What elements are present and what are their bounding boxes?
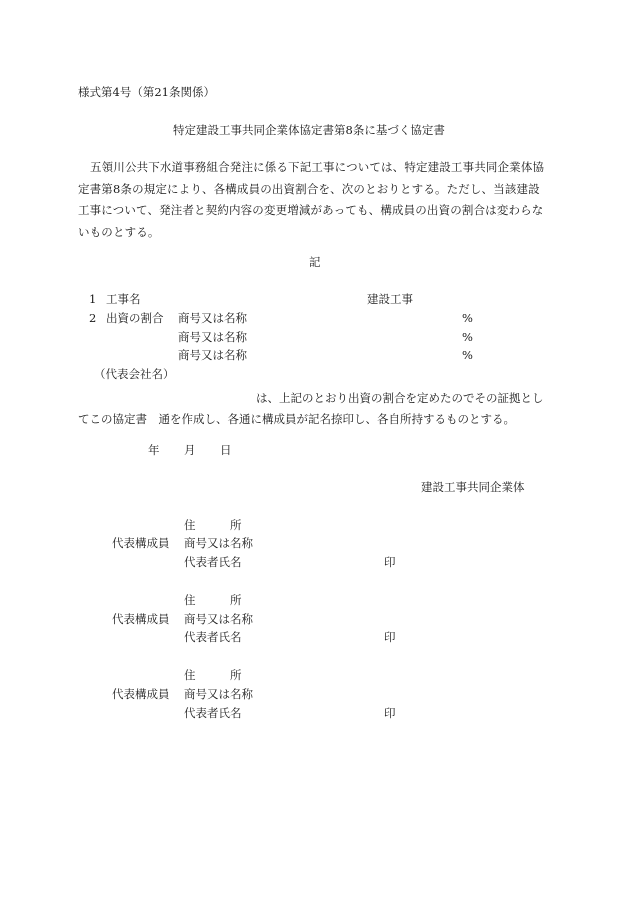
share-row-name: 商号又は名称 [178, 330, 247, 344]
jv-name: 建設工事共同企業体 [421, 480, 525, 494]
representative-company: （代表会社名） [94, 367, 175, 381]
date-day: 日 [220, 443, 232, 457]
member-role: 代表構成員 [112, 536, 170, 550]
member-rep-label: 代表者氏名 [184, 555, 242, 569]
share-row-unit: % [462, 311, 473, 325]
closing-paragraph: は、上記のとおり出資の割合を定めたのでその証拠としてこの協定書 通を作成し、各通に構成員が記名捺印し、各自所持するものとする。 [78, 391, 544, 426]
member-role: 代表構成員 [112, 612, 170, 626]
member-name-label: 商号又は名称 [184, 536, 253, 550]
member-seal: 印 [384, 706, 396, 720]
intro-paragraph: 五領川公共下水道事務組合発注に係る下記工事については、特定建設工事共同企業体協定書第8条の規定により、各構成員の出資割合を、次のとおりとする。ただし、当該建設工事について、発注者と契約内容の変更増減があっても、構成員の出資の割合は変わらないものとする。 [78, 160, 545, 239]
member-seal: 印 [384, 630, 396, 644]
form-number: 様式第4号（第21条関係） [78, 85, 215, 99]
member-rep-label: 代表者氏名 [184, 706, 242, 720]
ki-heading: 記 [309, 255, 321, 269]
member-address-label: 住 所 [184, 593, 242, 607]
item1-value: 建設工事 [367, 292, 413, 306]
date-year: 年 [148, 443, 160, 457]
item1-label: 工事名 [106, 292, 141, 306]
member-seal: 印 [384, 555, 396, 569]
member-rep-label: 代表者氏名 [184, 630, 242, 644]
item2-label: 出資の割合 [106, 311, 164, 325]
member-address-label: 住 所 [184, 668, 242, 682]
item2-number: 2 [89, 311, 97, 325]
share-row-unit: % [462, 348, 473, 362]
date-month: 月 [184, 443, 196, 457]
share-row-name: 商号又は名称 [178, 348, 247, 362]
member-name-label: 商号又は名称 [184, 687, 253, 701]
member-name-label: 商号又は名称 [184, 612, 253, 626]
document-title: 特定建設工事共同企業体協定書第8条に基づく協定書 [173, 123, 445, 137]
share-row-name: 商号又は名称 [178, 311, 247, 325]
item1-number: 1 [89, 292, 97, 306]
member-role: 代表構成員 [112, 687, 170, 701]
member-address-label: 住 所 [184, 518, 242, 532]
share-row-unit: % [462, 330, 473, 344]
